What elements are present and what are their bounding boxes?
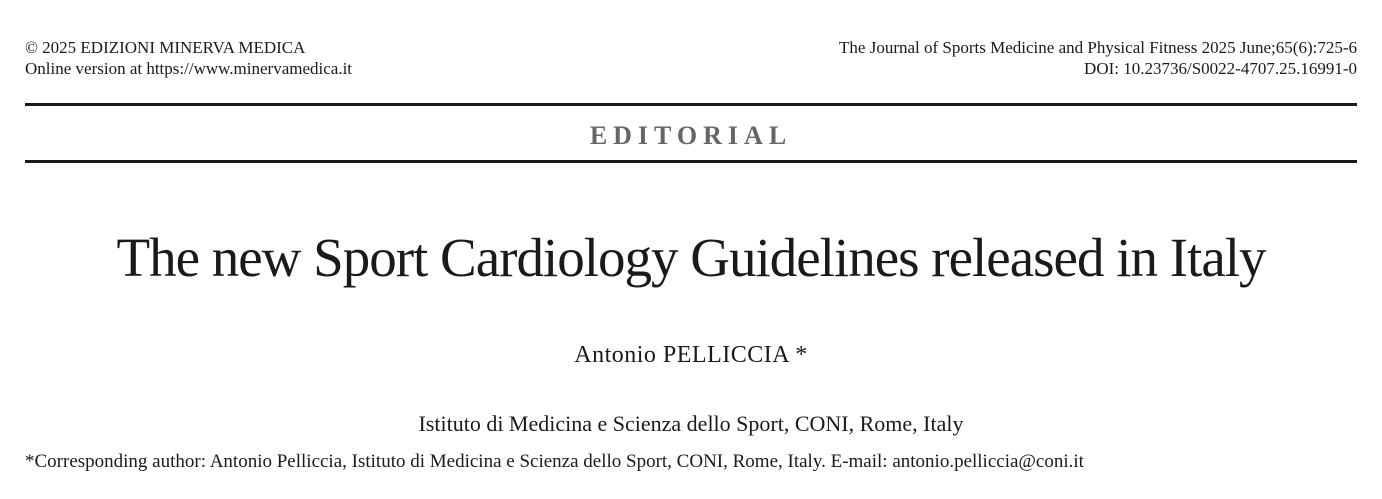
online-version-link: Online version at https://www.minervamedica.it — [25, 59, 353, 78]
author-affiliation: Istituto di Medicina e Scienza dello Sport, CONI, Rome, Italy — [418, 411, 964, 436]
journal-citation: The Journal of Sports Medicine and Physical Fitness 2025 June;65(6):725-6 — [839, 38, 1357, 57]
journal-info — [839, 37, 1357, 79]
section-label: EDITORIAL — [589, 121, 793, 150]
copyright-notice: © 2025 EDIZIONI MINERVA MEDICA — [25, 38, 306, 57]
corresponding-author-note: *Corresponding author: Antonio Pelliccia, Istituto di Medicina e Scienza dello Sport, CONI, Rome, Italy. E-mail: antonio.pelliccia@coni.it — [25, 451, 1084, 472]
doi: DOI: 10.23736/S0022-4707.25.16991-0 — [1084, 59, 1357, 78]
article-title: The new Sport Cardiology Guidelines released in Italy — [116, 227, 1266, 288]
publisher-info — [25, 37, 352, 79]
top-divider — [25, 103, 1357, 106]
bottom-divider — [25, 160, 1357, 163]
author-name: Antonio PELLICCIA * — [574, 342, 808, 368]
